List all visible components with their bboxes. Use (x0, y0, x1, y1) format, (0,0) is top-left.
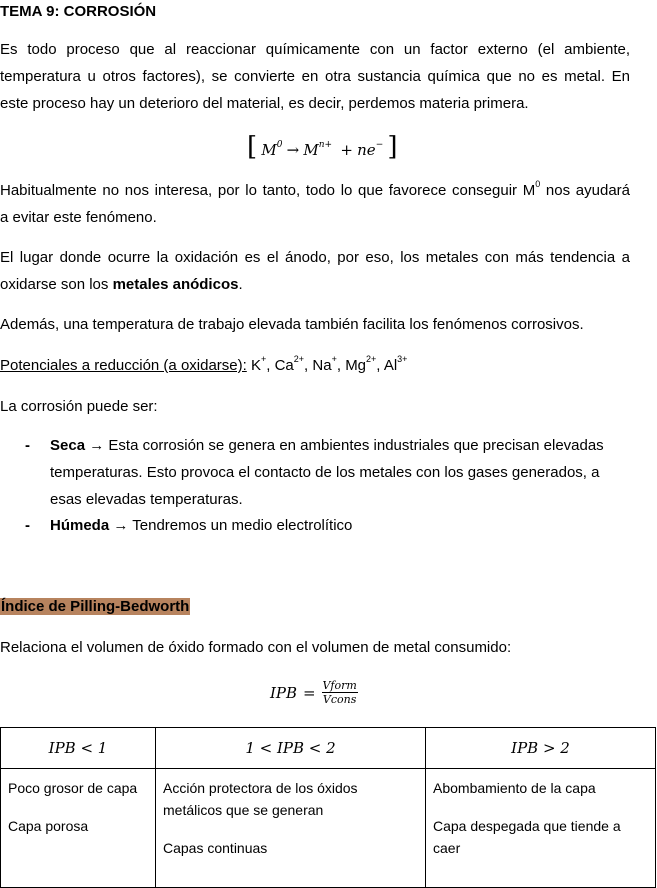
seca-line-2: temperaturas. Esto provoca el contacto de los metales con los gases generados, a (50, 464, 600, 481)
formula-fraction (322, 679, 358, 706)
cell-text: Abombamiento de la capa (433, 780, 596, 796)
habitual-line-1: Habitualmente no nos interesa, por lo tanto, todo lo que favorece conseguir $M^0$ nos ayudará (0, 179, 630, 199)
header-ipb-gt-2: IPB > 2 (426, 728, 656, 769)
ipb-formula (270, 679, 358, 706)
cell-text: Capa porosa (8, 818, 89, 834)
table-row (1, 769, 656, 888)
ipb-table (0, 727, 656, 888)
ion-k: K+ (250, 354, 267, 374)
eq-electrons: ne (357, 141, 376, 159)
intro-line-1: Es todo proceso que al reaccionar químicamente con un factor externo (el ambiente, (0, 41, 630, 58)
page-title: TEMA 9: CORROSIÓN (0, 3, 157, 20)
cell-text: metálicos que se generan (163, 802, 324, 818)
seca-line-1: Seca → Esta corrosión se genera en ambientes industriales que precisan elevadas (50, 437, 604, 454)
cell-text: Acción protectora de los óxidos (163, 780, 358, 796)
eq-metal: M (261, 141, 277, 159)
term-humeda: Húmeda (50, 517, 110, 534)
eq-ion-charge: n+ (318, 140, 333, 150)
ion-na: Na+ (312, 354, 337, 374)
term-seca: Seca (50, 437, 86, 454)
formula-lhs: IPB (270, 683, 298, 702)
eq-electron-charge: − (375, 140, 384, 150)
habitual-line-2: a evitar este fenómeno. (0, 209, 157, 226)
eq-arrow: → (286, 141, 300, 159)
eq-metal-charge: 0 (276, 140, 283, 150)
formula-equals: = (303, 683, 316, 702)
humeda-line: Húmeda → Tendremos un medio electrolítico (50, 517, 353, 534)
eq-ion: M (303, 141, 319, 159)
eq-plus: + (340, 141, 353, 159)
bullet-humeda: - (25, 517, 30, 534)
temperature-paragraph: Además, una temperatura de trabajo elevada también facilita los fenómenos corrosivos. (0, 316, 584, 333)
pilling-heading (0, 593, 190, 620)
lugar-line-1: El lugar donde ocurre la oxidación es el ánodo, por eso, los metales con más tendencia a (0, 249, 630, 266)
cell-text: Capas continuas (163, 840, 268, 856)
ion-ca: $Ca^{2+}$ (274, 354, 305, 374)
bullet-seca: - (25, 437, 30, 454)
potenciales-label: Potenciales a reducción (a oxidarse): (0, 357, 247, 374)
lugar-line-2: oxidarse son los metales anódicos. (0, 276, 243, 293)
cell-text: Capa despegada que tiende a caer (433, 818, 621, 856)
cell-ipb-between (156, 769, 426, 888)
ion-al: $Al^{3+}$ (383, 354, 408, 374)
cell-ipb-lt-1 (1, 769, 156, 888)
formula-denominator: Vcons (322, 693, 357, 706)
superscript-zero: 0 (535, 179, 541, 189)
intro-line-3: este proceso hay un deterioro del material, es decir, perdemos materia primera. (0, 95, 529, 112)
oxidation-equation: [ $M^0 \to M^{n+} + ne^-$ ] (247, 132, 398, 162)
corrosion-intro: La corrosión puede ser: (0, 398, 158, 415)
formula-numerator: Vform (322, 679, 357, 692)
ion-mg: $Mg^{2+}$ (345, 354, 377, 374)
seca-line-3: esas elevadas temperaturas. (50, 491, 243, 508)
cell-ipb-gt-2 (426, 769, 656, 888)
pilling-heading-highlight: Índice de Pilling-Bedworth (1, 598, 190, 615)
ion-list: K+, $Ca^{2+}$, Na+, $Mg^{2+}$, $Al^{3+}$ (250, 354, 408, 374)
header-ipb-lt-1: IPB < 1 (1, 728, 156, 769)
header-ipb-between: 1 < IPB < 2 (156, 728, 426, 769)
cell-text: Poco grosor de capa (8, 780, 138, 796)
metales-anodicos: metales anódicos (112, 276, 239, 293)
pilling-description: Relaciona el volumen de óxido formado con el volumen de metal consumido: (0, 639, 512, 656)
table-header-row (1, 728, 656, 769)
potenciales-line (0, 352, 407, 379)
intro-line-2: temperatura u otros factores), se convierte en otra sustancia química que no es metal. En (0, 68, 630, 85)
